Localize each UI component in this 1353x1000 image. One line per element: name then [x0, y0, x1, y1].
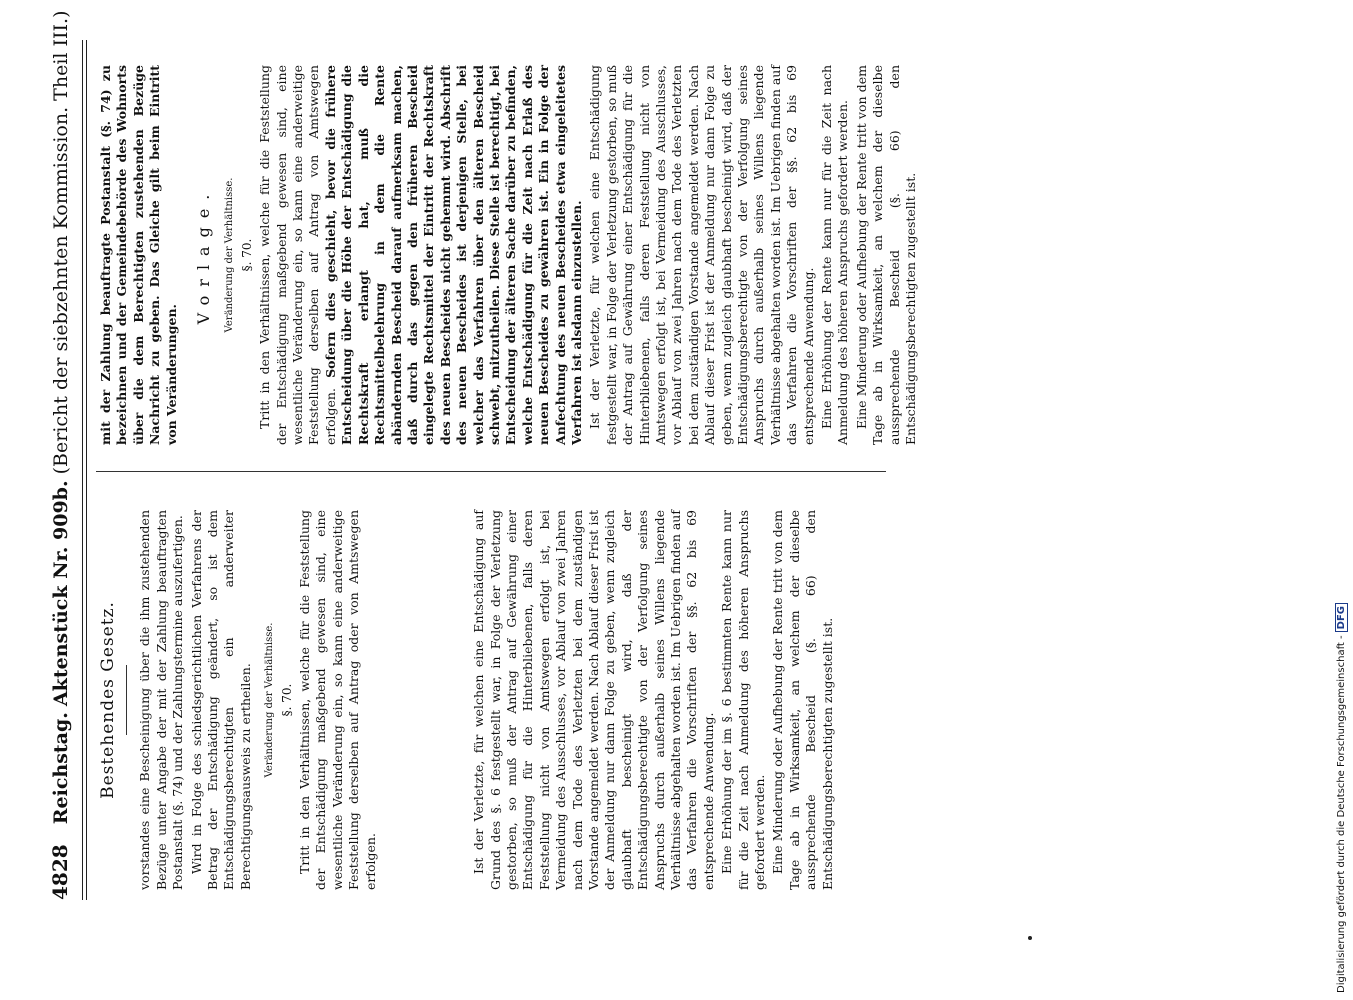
margin-dot [1028, 936, 1032, 940]
header-rule-second [86, 40, 87, 900]
rotated-document-page [40, 10, 1150, 900]
left-spacer [381, 510, 471, 890]
column-divider [96, 471, 886, 472]
right-paragraph-5: Eine Minderung oder Aufhebung der Rente tritt von dem Tage ab in Wirksamkeit, an welchem der dieselbe aussprechende Bescheid (§. 66) den Entschädigungsberechtigten zugestellt ist. [853, 65, 919, 445]
right-paragraph-2-bold: Sofern dies geschieht, bevor die frühere Entscheidung über die Höhe der Entschädigung die Rechtskraft erlangt hat, muß die Rechtsmittelbelehrung in dem die Rente abändernden Bescheid darauf aufmerksam machen, daß durch das gegen den früheren Bescheid eingelegte Rechtsmittel der Eintritt der Rechtskraft des neuen Bescheides nicht gehemmt wird. Abschrift des neuen Bescheides ist derjenigen Stelle, bei welcher das Verfahren über den älteren Bescheid schwebt, mitzutheilen. Diese Stelle ist berechtigt, bei Entscheidung der älteren Sache darüber zu befinden, welche Entschädigung für die Zeit nach Erlaß des neuen Bescheides zu gewähren ist. Ein in Folge der Anfechtung des neuen Bescheides etwa eingeleitetes Verfahren ist alsdann einzustellen. [322, 65, 584, 445]
page-number: 4828 [48, 844, 72, 900]
left-paragraph-4: Ist der Verletzte, für welchen eine Entschädigung auf Grund des §. 6 festgestellt war, in Folge der Verletzung gestorben, so muß der Antrag auf Gewährung einer Entschädigung für die Hinterbliebenen, falls deren Feststellung nicht von Amtswegen erfolgt ist, bei Vermeidung des Ausschlusses, vor Ablauf von zwei Jahren nach dem Tode des Verletzten bei dem zuständigen Vorstande angemeldet werden. Nach Ablauf dieser Frist ist der Anmeldung nur dann Folge zu geben, wenn zugleich glaubhaft bescheinigt wird, daß der Entschädigungsberechtigte von der Verfolgung seines Anspruchs durch außerhalb seines Willens liegende Verhältnisse abgehalten worden ist. Im Uebrigen finden auf das Verfahren die Vorschriften der §§. 62 bis 69 entsprechende Anwendung. [471, 510, 716, 890]
left-column-heading: Bestehendes Gesetz. [98, 601, 118, 799]
left-paragraph-3: Tritt in den Verhältnissen, welche für die Feststellung der Entschädigung maßgebend gewesen sind, eine wesentliche Veränderung ein, so kann eine anderweitige Feststellung derselben auf Antrag oder von Amtswegen erfolgen. [297, 510, 378, 890]
right-paragraph-4: Eine Erhöhung der Rente kann nur für die Zeit nach Anmeldung des höheren Anspruchs gefordert werden. [819, 65, 851, 445]
heading-rule [126, 665, 127, 735]
right-spacer [182, 65, 194, 445]
watermark-text: Digitalisierung gefördert durch die Deutsche Forschungsgemeinschaft - [1336, 635, 1347, 993]
parliament-label: Reichstag. [50, 712, 72, 825]
left-column-existing-law [98, 510, 838, 890]
right-paragraph-3: Ist der Verletzte, für welchen eine Entschädigung festgestellt war, in Folge der Verletzung gestorben, so muß der Antrag auf Gewährung einer Entschädigung für die Hinterbliebenen, falls deren Feststellung nicht von Amtswegen erfolgt ist, bei Vermeidung des Ausschlusses, vor Ablauf von zwei Jahren nach dem Tode des Verletzten bei dem zuständigen Vorstande angemeldet werden. Nach Ablauf dieser Frist ist der Anmeldung nur dann Folge zu geben, wenn zugleich glaubhaft bescheinigt wird, daß der Entschädigungsberechtigte von der Verfolgung seines Anspruchs durch außerhalb seines Willens liegende Verhältnisse abgehalten worden ist. Im Uebrigen finden auf das Verfahren die Vorschriften der §§. 62 bis 69 entsprechende Anwendung. [587, 65, 816, 445]
left-paragraph-1: vorstandes eine Bescheinigung über die ihm zustehenden Bezüge unter Angabe der mit der Zahlung beauftragten Postanstalt (§. 74) und der Zahlungstermine auszufertigen. [137, 510, 186, 890]
right-paragraph-2 [257, 65, 585, 445]
left-subheading: Veränderung der Verhältnisse. [264, 622, 276, 778]
report-title: (Bericht der siebzehnten Kommission. Theil III.) [50, 10, 72, 475]
left-paragraph-6: Eine Minderung oder Aufhebung der Rente tritt von dem Tage ab in Wirksamkeit, an welchem der dieselbe aussprechende Bescheid (§. 66) den Entschädigungsberechtigten zugestellt ist. [770, 510, 835, 890]
header-rule [82, 40, 83, 900]
dfg-logo: DFG [1335, 603, 1348, 632]
right-column-heading: Vorlage. [194, 185, 214, 325]
left-paragraph-5: Eine Erhöhung der im §. 6 bestimmten Rente kann nur für die Zeit nach Anmeldung des höheren Anspruchs gefordert werden. [719, 510, 767, 890]
right-paragraph-sign: §. 70. [239, 238, 254, 272]
right-paragraph-1: mit der Zahlung beauftragte Postanstalt (§. 74) zu bezeichnen und der Gemeindebehörde des Wohnorts über die dem Berechtigten zustehenden Bezüge Nachricht zu geben. Das Gleiche gilt beim Eintritt von Veränderungen. [98, 65, 179, 445]
right-column-draft [98, 65, 922, 445]
digitization-watermark [1336, 603, 1347, 993]
left-paragraph-2: Wird in Folge des schiedsgerichtlichen Verfahrens der Betrag der Entschädigung geändert, so ist dem Entschädigungsberechtigten ein anderweiter Berechtigungsausweis zu ertheilen. [188, 510, 253, 890]
right-paragraph-2-plain: Tritt in den Verhältnissen, welche für die Feststellung der Entschädigung maßgebend gewesen sind, eine wesentliche Veränderung ein, so kann eine anderweitige Feststellung derselben auf Antrag von Amtswegen erfolgen. [257, 65, 338, 445]
right-subheading: Veränderung der Verhältnisse. [224, 177, 236, 333]
left-paragraph-sign: §. 70. [279, 683, 294, 717]
document-number: Aktenstück Nr. 909b. [50, 480, 72, 707]
page-header [40, 10, 80, 900]
